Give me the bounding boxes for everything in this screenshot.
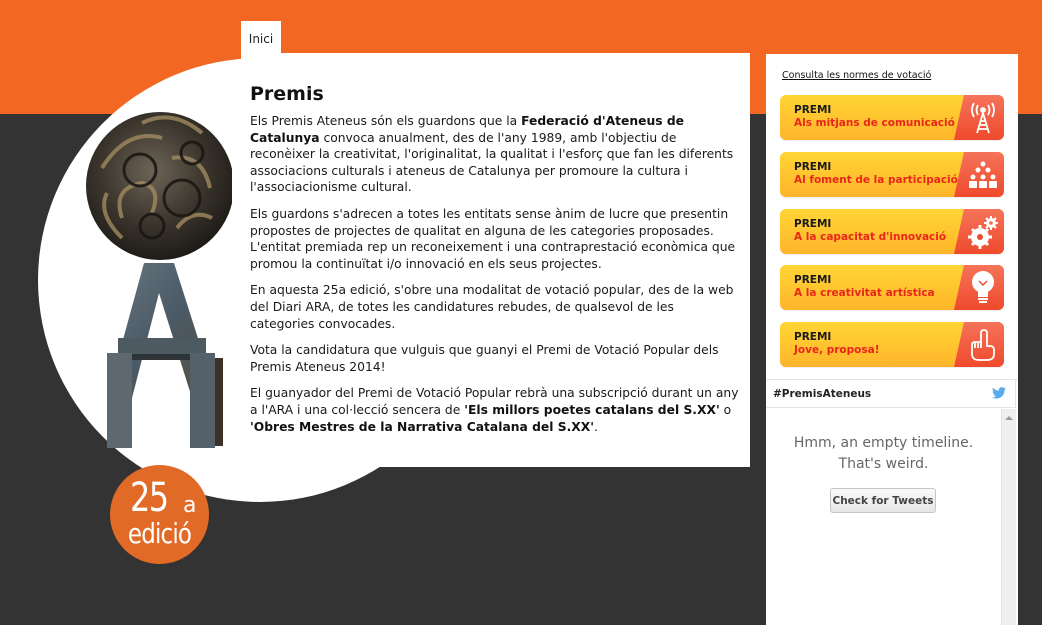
main-content (250, 83, 740, 445)
text-segment: convoca anualment, des de l'any 1989, amb l'objectiu de reconèixer la creativitat, l'originalitat, la qualitat i l'esforç que fan les diferents associacions culturals i ateneus de Catalunya per promoure la cultura i l'associacionisme cultural. (250, 130, 734, 195)
badge-label: edició (127, 517, 192, 550)
twitter-bird-icon[interactable] (992, 387, 1006, 399)
paragraph-call-to-vote (250, 342, 740, 375)
card-title: A la creativitat artística (794, 287, 935, 299)
paragraph-popular-vote (250, 282, 740, 332)
card-kicker: PREMI (794, 274, 832, 286)
voting-rules-link[interactable]: Consulta les normes de votació (782, 70, 932, 81)
federacio-name: Federació d'Ateneus de Catalunya (250, 114, 684, 145)
card-kicker: PREMI (794, 218, 832, 230)
tab-inici[interactable]: Inici (241, 21, 281, 55)
text-segment: . (593, 419, 598, 434)
award-card-participation[interactable] (780, 152, 1004, 197)
twitter-scrollbar[interactable] (1001, 409, 1016, 625)
premis-ateneus-trophy-image (82, 98, 232, 450)
hand-pointing-up-icon (969, 328, 997, 362)
award-card-innovation[interactable] (780, 209, 1004, 254)
empty-message-line2: That's weird. (838, 456, 929, 472)
award-card-media[interactable] (780, 95, 1004, 140)
card-title: Als mitjans de comunicació (794, 117, 955, 129)
twitter-hashtag[interactable]: #PremisAteneus (773, 388, 872, 400)
radio-tower-icon (970, 101, 996, 135)
page-title: Premis (250, 83, 324, 105)
card-title: A la capacitat d'innovació (794, 231, 947, 243)
card-title: Al foment de la participació (794, 174, 958, 186)
twitter-timeline (766, 409, 1001, 625)
card-title: Jove, proposa! (794, 344, 880, 356)
card-kicker: PREMI (794, 104, 832, 116)
book-collection-narrative: 'Obres Mestres de la Narrativa Catalana del S.XX' (250, 419, 594, 434)
text-segment: o (719, 402, 732, 417)
people-group-icon (968, 161, 998, 189)
check-for-tweets-button[interactable]: Check for Tweets (830, 488, 936, 513)
sidebar (766, 54, 1018, 625)
paragraph-intro (250, 113, 740, 196)
empty-message-line1: Hmm, an empty timeline. (793, 435, 974, 451)
twitter-widget (766, 379, 1018, 625)
text-segment: Els guardons s'adrecen a totes les entitats sense ànim de lucre que presentin propostes de projectes de qualitat en alguna de les categories proposades. L'entitat premiada rep un reconeixement i una contraprestació econòmica que promou la continuïtat i/o innovació en els seus projectes. (250, 206, 736, 271)
twitter-header (766, 380, 1016, 408)
card-kicker: PREMI (794, 331, 832, 343)
lightbulb-icon (970, 270, 996, 306)
award-card-artistic-creativity[interactable] (780, 265, 1004, 310)
book-collection-poets: 'Els millors poetes catalans del S.XX' (464, 402, 720, 417)
25th-edition-badge (110, 465, 209, 564)
scroll-up-arrow-icon[interactable] (1005, 416, 1013, 420)
text-segment: En aquesta 25a edició, s'obre una modalitat de votació popular, des de la web del Diari ARA, de totes les candidatures rebudes, de qualsevol de les categories convocades. (250, 283, 734, 331)
gears-icon (968, 215, 998, 249)
card-kicker: PREMI (794, 161, 832, 173)
badge-suffix: a (183, 493, 197, 518)
paragraph-prize (250, 385, 740, 435)
text-segment: El guanyador del Premi de Votació Popular rebrà una subscripció durant un any a l'ARA i una col·lecció sencera de (250, 386, 739, 417)
paragraph-eligibility (250, 206, 740, 272)
text-segment: Vota la candidatura que vulguis que guanyi el Premi de Votació Popular dels Premis Ateneus 2014! (250, 343, 719, 374)
badge-number: 25 (130, 475, 168, 521)
empty-timeline-message (766, 433, 1001, 475)
award-card-youth[interactable] (780, 322, 1004, 367)
text-segment: Els Premis Ateneus són els guardons que la (250, 114, 522, 128)
